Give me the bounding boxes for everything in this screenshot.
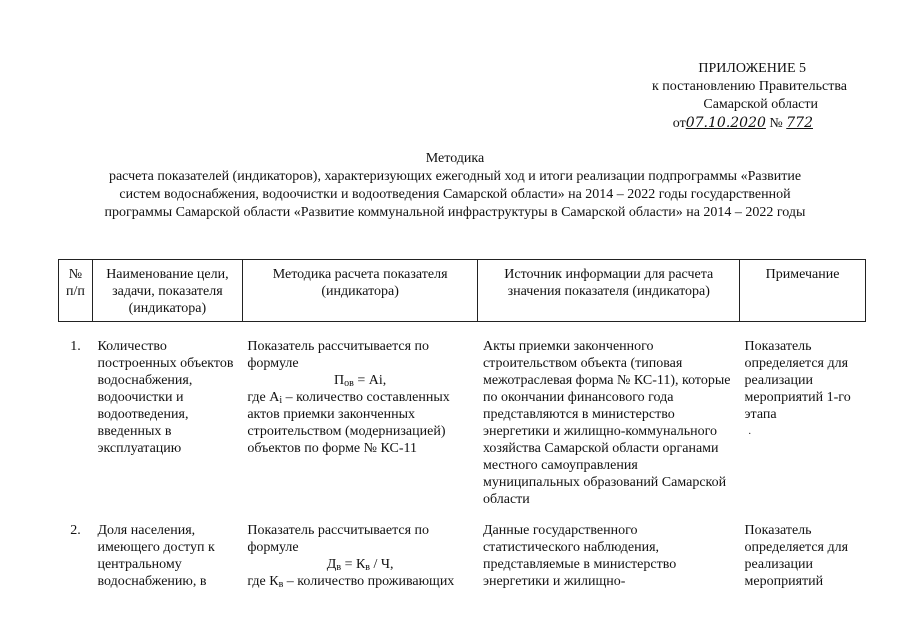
- row-method: [242, 522, 478, 590]
- header-method: Методика расчета показателя (индикатора): [242, 260, 478, 322]
- table-row: [59, 322, 866, 523]
- formula-lhs: Д: [326, 557, 337, 572]
- handwritten-date: 07.10.2020: [685, 115, 766, 131]
- header-num-sign: №: [68, 267, 83, 282]
- formula: [247, 556, 473, 573]
- row-method: [242, 322, 478, 523]
- header-note: Примечание: [740, 260, 866, 322]
- appendix-line-decree: к постановлению Правительства: [651, 79, 847, 94]
- method-where-b: – количество проживающих: [283, 574, 455, 589]
- handwritten-number: 772: [786, 115, 813, 131]
- row-source: Акты приемки законченного строительством объекта (типовая межотраслевая форма № КС-11), которые по окончании финансового года представляются в министерство энергетики и жилищно-коммунального хозяйства Самарской области органами местного самоуправления муниципальных образований Самарской области: [482, 339, 731, 507]
- header-num: [59, 260, 93, 322]
- indicators-table: [58, 259, 866, 590]
- header-name: Наименование цели, задачи, показателя (индикатора): [92, 260, 242, 322]
- row-note: Показатель определяется для реализации мероприятий: [744, 523, 849, 589]
- formula-rhs: = Ai,: [357, 373, 387, 388]
- row-name: Количество построенных объектов водоснабжения, водоочистки и водоотведения, введенных в эксплуатацию: [97, 339, 234, 456]
- method-where-a: где А: [247, 390, 280, 405]
- title-line-1: расчета показателей (индикаторов), характеризующих ежегодный ход и итоги реализации подпрограммы «Развитие: [108, 169, 802, 184]
- table-row: [59, 522, 866, 590]
- title-line-3: программы Самарской области «Развитие коммунальной инфраструктуры в Самарской области» на 2014 – 2022 годы: [104, 205, 806, 220]
- method-where-sub: i: [279, 395, 283, 406]
- title-heading: Методика: [425, 151, 485, 166]
- method-where: [247, 390, 449, 456]
- document-title: [30, 150, 880, 222]
- row-source: Данные государственного статистического наблюдения, представляемые в министерство энергетики и жилищно-: [482, 523, 677, 589]
- formula-lhs-sub: в: [336, 562, 342, 573]
- date-prefix: от: [672, 116, 686, 131]
- note-mark: .: [748, 426, 752, 437]
- method-where-sub: в: [278, 579, 284, 590]
- appendix-title: ПРИЛОЖЕНИЕ 5: [698, 61, 806, 76]
- method-intro: Показатель рассчитывается по формуле: [247, 523, 430, 555]
- row-note: [740, 322, 866, 523]
- table-header-row: [59, 260, 866, 322]
- note-text: Показатель определяется для реализации мероприятий 1-го этапа: [744, 339, 851, 422]
- formula-lhs: П: [334, 373, 345, 388]
- header-source: Источник информации для расчета значения показателя (индикатора): [478, 260, 740, 322]
- appendix-line-region: Самарской области: [703, 97, 818, 112]
- header-num-abbr: п/п: [66, 284, 85, 299]
- number-prefix: №: [769, 116, 783, 131]
- method-where-b: – количество составленных актов приемки законченных строительством (модернизацией) объектов по форме № КС-11: [247, 390, 450, 456]
- appendix-block: [607, 60, 847, 133]
- row-number: 2.: [70, 523, 81, 538]
- title-line-2: систем водоснабжения, водоочистки и водоотведения Самарской области» на 2014 – 2022 годы государственной: [119, 187, 791, 202]
- method-where-a: где К: [247, 574, 279, 589]
- row-name: Доля населения, имеющего доступ к центральному водоснабжению, в: [97, 523, 215, 589]
- formula-rhs: / Ч,: [370, 557, 394, 572]
- formula-mid-sub: в: [365, 562, 371, 573]
- formula: [247, 372, 473, 389]
- formula-mid: = К: [341, 557, 366, 572]
- method-where: [247, 574, 454, 589]
- appendix-date-line: [607, 114, 820, 133]
- method-intro: Показатель рассчитывается по формуле: [247, 339, 430, 371]
- formula-lhs-sub: ов: [344, 378, 354, 389]
- row-number: 1.: [70, 339, 81, 354]
